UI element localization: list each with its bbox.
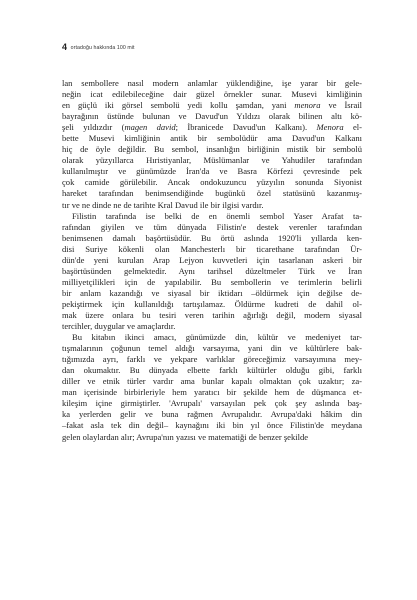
text-line: neğin icat edilebileceğine dair güzel örnekler sunar. Musevi kimliğinin <box>62 89 362 100</box>
paragraph <box>62 332 362 442</box>
text-line: bette Musevi kimliğinin antik bir sembolüdür ama Davud'un Kalkanı <box>62 133 362 144</box>
text-line: tığımızda ayrı, farklı ve yekpare varlıklar göreceğimiz varsayımına mey- <box>62 354 362 365</box>
text-line: şeli yıldızdır (magen david; İbranicede Davud'un Kalkanı). Menora el- <box>62 122 362 133</box>
text-line: –fakat asla tek din değil– kaynağını iki bin yıl önce Filistin'de meydana <box>62 420 362 431</box>
text-line: en güçlü iki görsel sembolü yedi kollu şamdan, yani menora ve İsrail <box>62 100 363 111</box>
text-line: ka yerlerden gelir ve buna rağmen Avrupalıdır. Avrupa'daki hâkim din <box>62 409 362 420</box>
text-line: olarak yüzyıllarca Hıristiyanlar, Müslümanlar ve Yahudiler tarafından <box>62 155 362 166</box>
text-line: disi Suriye kökenli olan Manchesterlı bir ticarethane tarafından Ür- <box>62 243 362 254</box>
text-line: bayrağının üstünde bulunan ve Davud'un Yıldızı olarak bilinen altı kö- <box>62 111 362 122</box>
text-line: rafından giyilen ve tüm dünyada Filistin'e destek verenler tarafından <box>62 221 362 232</box>
text-line: Bu kitabın ikinci amacı, günümüzde din, kültür ve medeniyet tar- <box>72 332 362 343</box>
text-line: tercihler, duygular ve amaçlardır. <box>62 321 176 332</box>
text-line: hareket tarafından benimsendiğinde bugünkü özel statüsünü kazanmış- <box>62 188 362 199</box>
text-line: Filistin tarafında ise belki de en önemli sembol Yaser Arafat ta- <box>72 210 362 221</box>
text-line: benimsenen damalı başörtüsüdür. Bu örtü aslında 1920'li yıllarda ken- <box>62 232 362 243</box>
text-line: diller ve etnik türler vardır ama bunlar kapalı olmaktan çok uzaktır; za- <box>62 376 362 387</box>
text-line: bir anlam kazandığı ve siyasal bir iktidarı –öldürmek için değilse de- <box>62 287 362 298</box>
text-line: dan okumaktır. Bu dünyada elbette farklı kültürler olduğu gibi, farklı <box>62 365 362 376</box>
text-line: mak üzere onlara bu tesiri veren tarihin ağırlığı değil, modern siyasal <box>62 309 362 320</box>
text-line: tışmalarının çoğunun temel aldığı varsayıma, yani din ve kültürlere bak- <box>62 343 362 354</box>
page-number: 4 <box>62 42 68 52</box>
text-line: çok camide görülebilir. Ancak ondokuzuncu yüzyılın sonunda Siyonist <box>62 177 362 188</box>
running-title: ortadoğu hakkında 100 mit <box>70 45 135 51</box>
text-line: pekiştirmek için kullanıldığı tartışılamaz. Öldürme kudreti de dahil ol- <box>62 298 362 309</box>
text-line: man içerisinde birbirleriyle hem yaratıcı bir şekilde hem de düşmanca et- <box>62 387 362 398</box>
paragraph <box>62 211 362 333</box>
text-line: tır ve ne dinde ne de tarihte Kral Davud ile bir ilgisi vardır. <box>62 199 264 210</box>
running-header <box>62 42 135 52</box>
text-line: kullanılmıştır ve günümüzde İran'da ve Basra Körfezi çevresinde pek <box>62 166 362 177</box>
text-line: gelen olaylardan alır; Avrupa'nın yazısı ve matematiği de benzer şekilde <box>62 431 309 442</box>
text-line: kileşim içine girmiştirler. 'Avrupalı' varsayılan pek çok şey aslında baş- <box>62 398 362 409</box>
body-text <box>62 78 362 443</box>
text-line: başörtüsünden gelmektedir. Aynı tarihsel düzeltmeler Türk ve İran <box>62 265 362 276</box>
text-line: hiç de öyle değildir. Bu sembol, insanlığın birliğinin mistik bir sembolü <box>62 144 362 155</box>
text-line: dün'de yeni kurulan Arap Lejyon kuvvetleri için tasarlanan askeri bir <box>62 254 362 265</box>
text-line: milliyetçilikleri için de yapılabilir. Bu sembollerin ve terimlerin belirli <box>62 276 362 287</box>
paragraph <box>62 78 362 211</box>
text-line: lan sembollere nasıl modern anlamlar yüklendiğine, işe yarar bir gele- <box>62 78 362 88</box>
